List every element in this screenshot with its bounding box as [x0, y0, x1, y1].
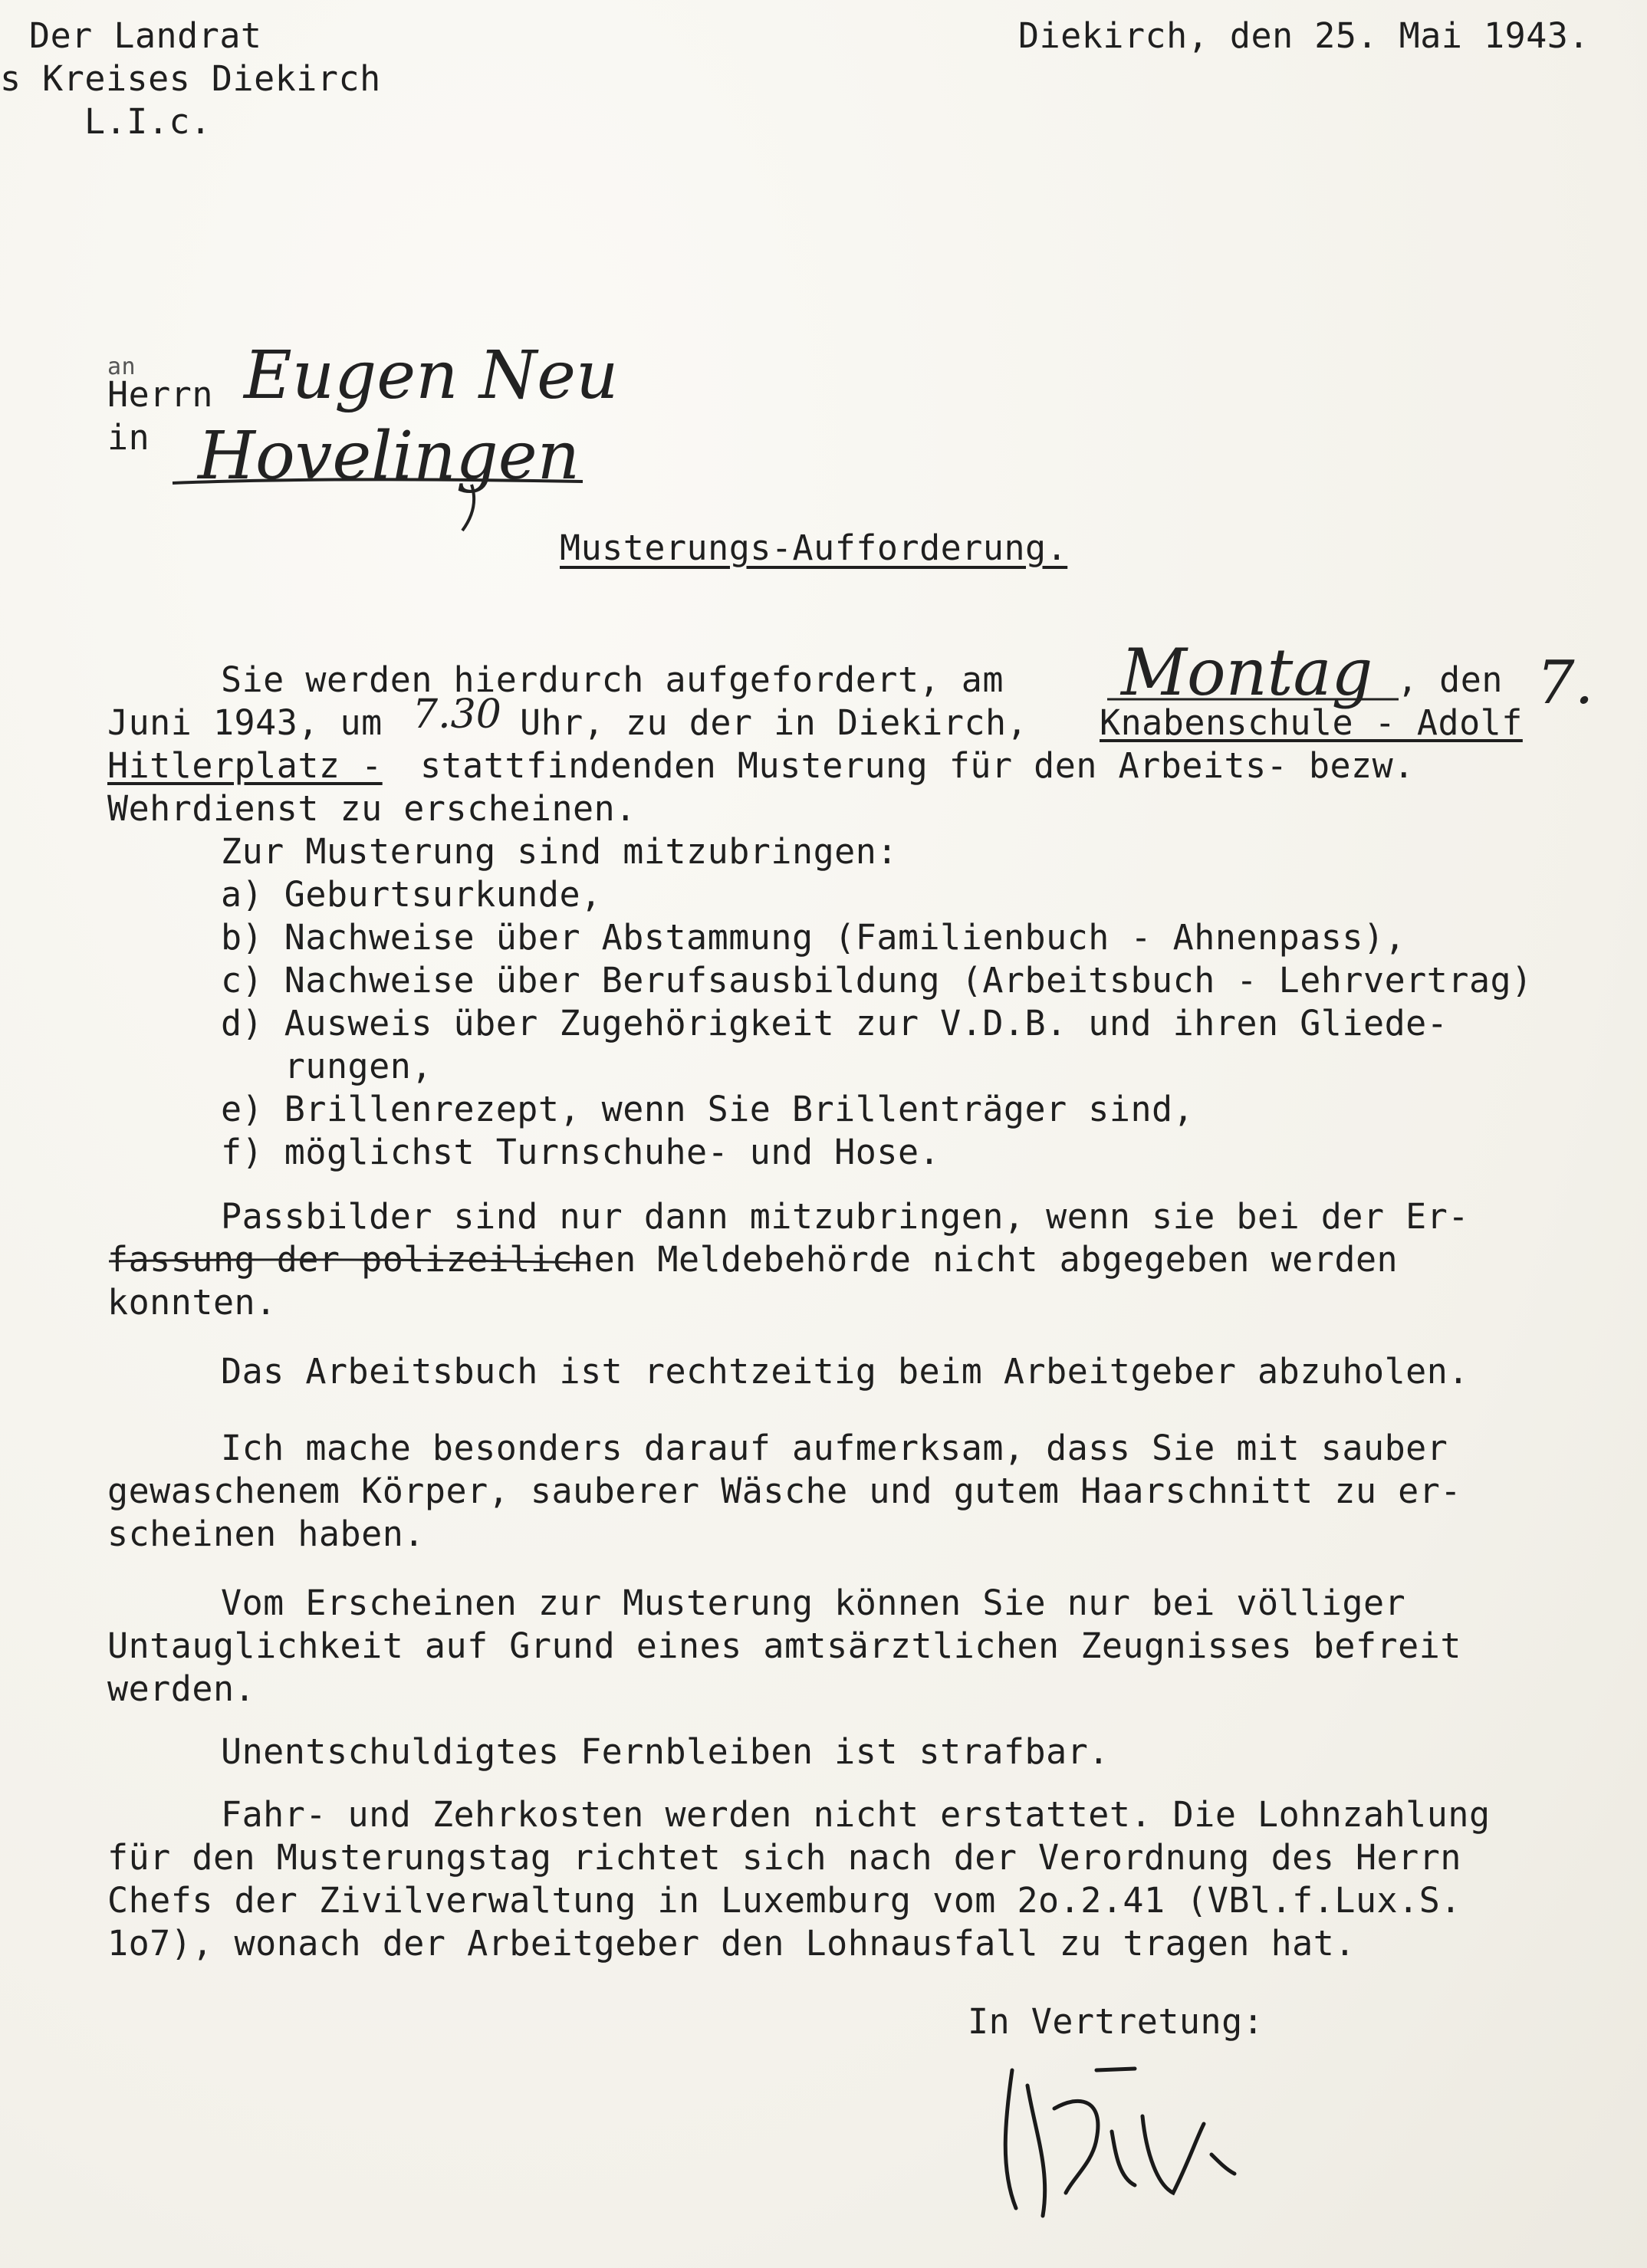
p5-line-2: Untauglichkeit auf Grund eines amtsärztlichen Zeugnisses befreit — [107, 1625, 1461, 1666]
p1-date-handwritten: 7. — [1537, 649, 1594, 718]
place-and-date: Diekirch, den 25. Mai 1943. — [1018, 15, 1589, 56]
p2-line-1: Passbilder sind nur dann mitzubringen, wenn sie bei der Er- — [221, 1196, 1469, 1237]
list-item-e: e) Brillenrezept, wenn Sie Brillenträger sind, — [221, 1089, 1195, 1129]
p1-text-a: Sie werden hierdurch aufgefordert, am — [221, 659, 1004, 700]
p7-line-4: 1o7), wonach der Arbeitgeber den Lohnausfall zu tragen hat. — [107, 1923, 1356, 1964]
document-title: Musterungs-Aufforderung. — [560, 528, 1068, 568]
p1-text-f: Hitlerplatz - — [107, 745, 383, 786]
list-intro: Zur Musterung sind mitzubringen: — [221, 831, 898, 872]
p6-line: Unentschuldigtes Fernbleiben ist strafbar. — [221, 1731, 1110, 1772]
recipient-name-handwritten: Eugen Neu — [244, 337, 619, 414]
p1-text-d: Uhr, zu der in Diekirch, — [520, 702, 1028, 743]
address-prefix-in: in — [107, 417, 150, 458]
p1-time-handwritten: 7.30 — [413, 692, 501, 738]
address-prefix-an: an — [107, 353, 136, 380]
list-item-c: c) Nachweise über Berufsausbildung (Arbeitsbuch - Lehrvertrag) — [221, 960, 1533, 1001]
p4-line-3: scheinen haben. — [107, 1514, 425, 1554]
in-vertretung: In Vertretung: — [968, 2001, 1264, 2042]
address-prefix-herrn: Herrn — [107, 374, 213, 415]
p7-line-1: Fahr- und Zehrkosten werden nicht erstattet. Die Lohnzahlung — [221, 1794, 1491, 1835]
list-item-d: d) Ausweis über Zugehörigkeit zur V.D.B. und ihren Gliede- — [221, 1003, 1448, 1044]
p7-line-3: Chefs der Zivilverwaltung in Luxemburg vom 2o.2.41 (VBl.f.Lux.S. — [107, 1880, 1461, 1921]
list-item-d-cont: rungen, — [221, 1046, 432, 1086]
list-item-f: f) möglichst Turnschuhe- und Hose. — [221, 1132, 941, 1172]
p1-text-h: Wehrdienst zu erscheinen. — [107, 788, 636, 829]
p5-line-1: Vom Erscheinen zur Musterung können Sie nur bei völliger — [221, 1583, 1406, 1623]
p3-line: Das Arbeitsbuch ist rechtzeitig beim Arbeitgeber abzuholen. — [221, 1351, 1469, 1392]
p1-text-c: Juni 1943, um — [107, 702, 383, 743]
p1-text-b: , den — [1397, 659, 1503, 700]
list-item-a: a) Geburtsurkunde, — [221, 874, 602, 915]
p5-line-3: werden. — [107, 1668, 256, 1709]
p2-line-3: konnten. — [107, 1282, 277, 1323]
signature — [981, 2040, 1242, 2231]
p2-line-2: fassung der polizeilichen Meldebehörde nicht abgegeben werden — [107, 1239, 1399, 1280]
p4-line-2: gewaschenem Körper, sauberer Wäsche und gutem Haarschnitt zu er- — [107, 1471, 1461, 1511]
p1-text-g: stattfindenden Musterung für den Arbeits- bezw. — [420, 745, 1415, 786]
handwritten-underline — [169, 474, 598, 535]
sender-line-2: s Kreises Diekirch — [0, 58, 381, 99]
sender-line-3: L.I.c. — [84, 101, 212, 142]
strike-through-line — [107, 1256, 598, 1267]
p4-line-1: Ich mache besonders darauf aufmerksam, dass Sie mit sauber — [221, 1428, 1448, 1468]
p1-day-handwritten: Montag — [1121, 635, 1373, 710]
sender-line-1: Der Landrat — [29, 15, 262, 56]
p1-text-e: Knabenschule - Adolf — [1100, 702, 1523, 743]
list-item-b: b) Nachweise über Abstammung (Familienbuch - Ahnenpass), — [221, 917, 1406, 958]
recipient-town-handwritten: Hovelingen — [198, 418, 580, 495]
p7-line-2: für den Musterungstag richtet sich nach der Verordnung des Herrn — [107, 1837, 1461, 1878]
